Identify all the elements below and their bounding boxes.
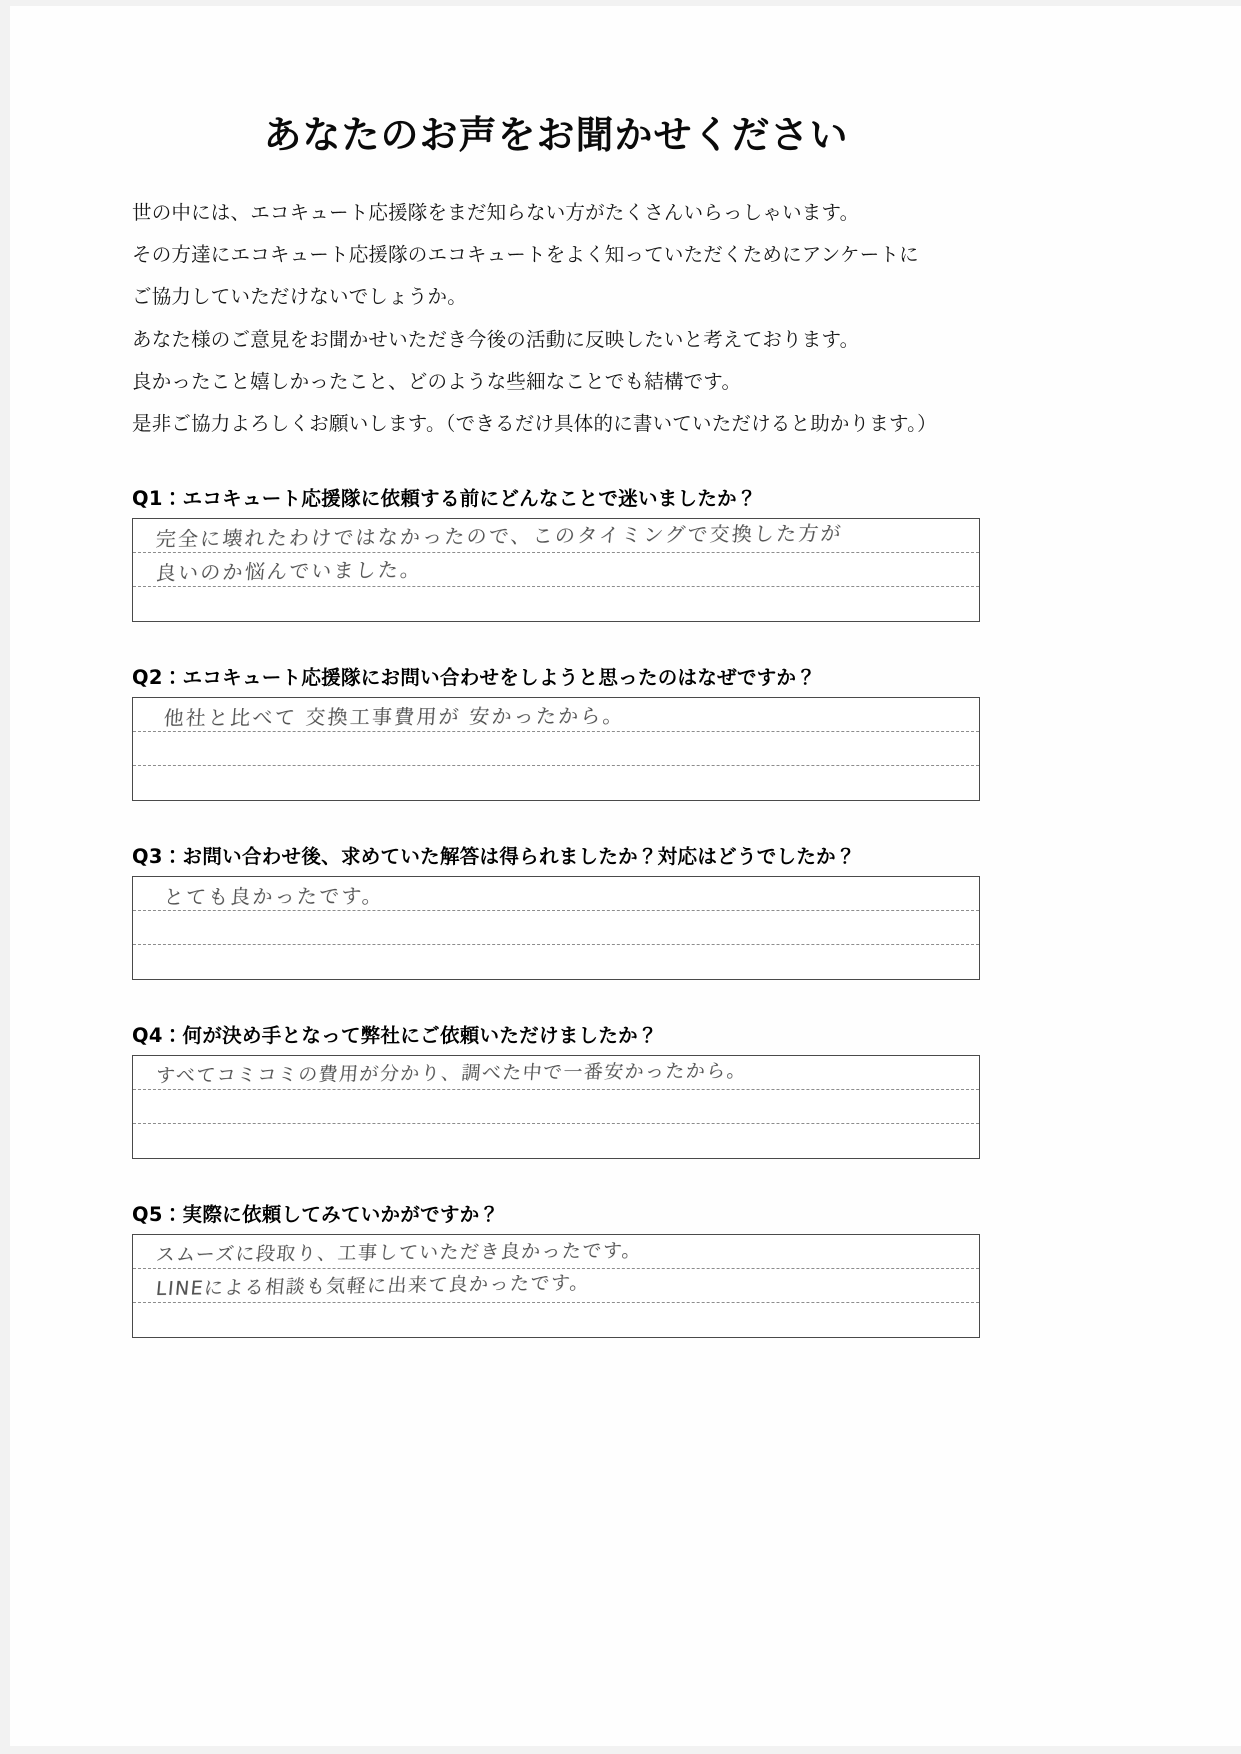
answer-box-q4[interactable] [132,1055,980,1159]
question-label-q3: Q3：お問い合わせ後、求めていた解答は得られましたか？対応はどうでしたか？ [132,844,856,868]
scan-edge-bottom [0,1746,1241,1754]
answer-box-q1[interactable] [132,518,980,622]
handwritten-answer-text: LINEによる相談も気軽に出来て良かったです。 [154,1271,591,1300]
handwritten-answer-text [155,1112,969,1119]
handwritten-answer-text: とても良かったです。 [162,883,385,909]
answer-line[interactable] [133,698,979,732]
handwritten-answer-text [155,1147,969,1154]
question-block-q3 [132,841,980,980]
answer-line[interactable] [133,1090,979,1124]
answer-line[interactable] [133,732,979,766]
answer-line[interactable] [133,877,979,911]
intro-line: 是非ご協力よろしくお願いします。（できるだけ具体的に書いていただけると助かります。） [132,412,937,436]
handwritten-answer-text: すべてコミコミの費用が分かり、調べた中で一番安かったから。 [154,1059,748,1087]
scan-edge-left [0,0,10,1754]
answer-box-q3[interactable] [132,876,980,980]
question-block-q1 [132,483,980,622]
question-block-q2 [132,662,980,801]
survey-content [132,0,980,1338]
handwritten-answer-text [155,933,969,940]
question-block-q5 [132,1199,980,1338]
answer-box-q2[interactable] [132,697,980,801]
answer-line[interactable] [133,911,979,945]
handwritten-answer-text: 他社と比べて 交換工事費用が 安かったから。 [162,703,626,730]
handwritten-answer-text [155,968,969,975]
answer-line[interactable] [133,519,979,553]
question-label-q2: Q2：エコキュート応援隊にお問い合わせをしようと思ったのはなぜですか？ [132,665,817,689]
handwritten-answer-text [155,1326,969,1333]
answer-box-q5[interactable] [132,1234,980,1338]
answer-line[interactable] [133,1056,979,1090]
intro-paragraph [132,200,980,437]
answer-line[interactable] [133,1303,979,1337]
intro-line: 良かったこと嬉しかったこと、どのような些細なことでも結構です。 [132,369,742,393]
handwritten-answer-text [155,754,969,761]
answer-line[interactable] [133,1235,979,1269]
answer-line[interactable] [133,945,979,979]
intro-line: ご協力していただけないでしょうか。 [132,285,467,309]
question-label-q5: Q5：実際に依頼してみていかがですか？ [132,1202,500,1226]
handwritten-answer-text [155,610,969,617]
question-label-q1: Q1：エコキュート応援隊に依頼する前にどんなことで迷いましたか？ [132,486,757,510]
answer-line[interactable] [133,587,979,621]
handwritten-answer-text: 良いのか悩んでいました。 [154,556,424,585]
intro-line: あなた様のご意見をお聞かせいただき今後の活動に反映したいと考えております。 [132,327,860,351]
question-block-q4 [132,1020,980,1159]
handwritten-answer-text: 完全に壊れたわけではなかったので、このタイミングで交換した方が [154,520,844,551]
answer-line[interactable] [133,766,979,800]
handwritten-answer-text: スムーズに段取り、工事していただき良かったです。 [154,1239,643,1266]
answer-line[interactable] [133,1124,979,1158]
page-title: あなたのお声をお聞かせください [263,113,849,157]
intro-line: その方達にエコキュート応援隊のエコキュートをよく知っていただくためにアンケートに [132,242,919,266]
answer-line[interactable] [133,1269,979,1303]
answer-line[interactable] [133,553,979,587]
intro-line: 世の中には、エコキュート応援隊をまだ知らない方がたくさんいらっしゃいます。 [132,200,860,224]
question-label-q4: Q4：何が決め手となって弊社にご依頼いただけましたか？ [132,1023,658,1047]
handwritten-answer-text [155,789,969,796]
